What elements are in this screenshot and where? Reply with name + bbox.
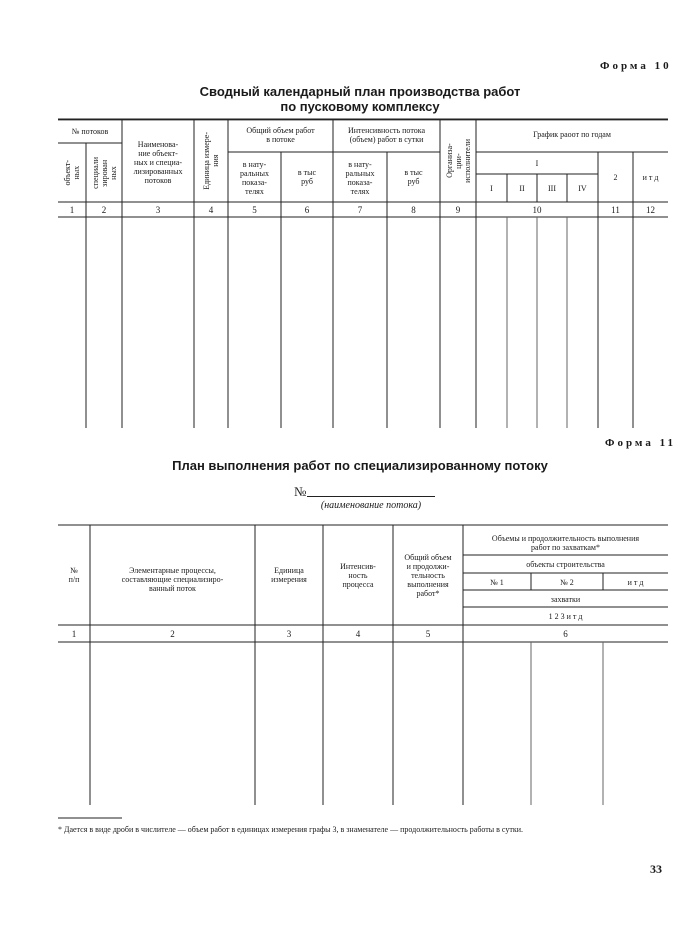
col-number: 3 xyxy=(286,629,292,639)
header-intensity-11: Интенсив- ность процесса xyxy=(340,562,376,589)
flow-number-sign: № xyxy=(294,484,307,499)
footnote: * Дается в виде дроби в числителе — объем работ в единицах измерения графы 3, в знаменателе — продолжительность работы в сутки. xyxy=(58,825,524,834)
header-unit: Единица измере- ния xyxy=(202,132,220,190)
header-organizers: Организа- ции- исполнители xyxy=(444,139,472,183)
col-number: 8 xyxy=(411,205,416,215)
header-organizers-cell xyxy=(442,122,474,200)
flow-name-caption: (наименование потока) xyxy=(320,500,422,511)
col-number: 7 xyxy=(357,205,363,215)
form10-title-line2: по пусковому комплексу xyxy=(280,99,440,114)
col-number: 5 xyxy=(425,629,431,639)
header-total-rub: в тыс руб xyxy=(297,168,317,186)
header-q2: II xyxy=(519,184,525,193)
col-number: 6 xyxy=(563,629,568,639)
col-number: 9 xyxy=(455,205,461,215)
col-number: 2 xyxy=(170,629,175,639)
header-total-volume: Общий объем работ в потоке xyxy=(246,126,315,144)
header-schedule: График раоот по годам xyxy=(533,130,611,139)
col-number: 4 xyxy=(355,629,361,639)
header-flows-object-cell xyxy=(60,146,84,200)
form11-title: План выполнения работ по специализированному потоку xyxy=(172,458,548,473)
header-obj2: № 2 xyxy=(560,578,574,587)
header-total-11: Общий объем и продолжи- тельность выполнения работ* xyxy=(404,553,452,598)
header-flows-special: специали зирован ных xyxy=(90,157,118,189)
header-obj1: № 1 xyxy=(490,578,504,587)
header-intensity-natural: в нату- ральных показа- телях xyxy=(345,160,375,196)
header-total-natural: в нату- ральных показа- телях xyxy=(240,160,269,196)
header-processes: Элементарные процессы, составляющие специализиро- ванный поток xyxy=(121,566,224,593)
header-num: № п/п xyxy=(68,566,80,584)
header-flows-special-cell xyxy=(88,146,120,200)
col-number: 1 xyxy=(71,629,77,639)
form10-label: Форма 10 xyxy=(600,60,672,72)
col-number: 1 xyxy=(69,205,75,215)
header-volumes: Объемы и продолжительность выполнения работ по захваткам* xyxy=(491,534,640,552)
col-number: 2 xyxy=(101,205,107,215)
header-intensity-rub: в тыс руб xyxy=(404,168,423,186)
col-number: 6 xyxy=(304,205,310,215)
col-number: 5 xyxy=(252,205,257,215)
header-name: Наименова- ние объект- ных и специа- лизированных потоков xyxy=(133,140,183,185)
col-number: 4 xyxy=(208,205,214,215)
col-number: 11 xyxy=(611,205,620,215)
header-sections: захватки xyxy=(550,595,581,604)
col-number: 12 xyxy=(646,205,655,215)
header-section-nums: 1 2 3 и т д xyxy=(548,612,583,621)
header-unit-11: Единица измерения xyxy=(271,566,307,584)
header-etc-11: и т д xyxy=(627,578,644,587)
header-q4: IV xyxy=(578,184,587,193)
header-flows: № потоков xyxy=(71,127,109,136)
header-objects: объекты строительства xyxy=(526,560,605,569)
form10-title-line1: Сводный календарный план производства работ xyxy=(199,84,521,99)
header-unit-cell xyxy=(196,122,226,200)
flow-name-line xyxy=(307,496,435,497)
header-q1: I xyxy=(490,184,493,193)
col-number: 3 xyxy=(155,205,161,215)
page-number: 33 xyxy=(650,862,662,876)
header-intensity: Интенсивность потока (объем) работ в сутки xyxy=(347,126,426,144)
header-year2: 2 xyxy=(613,173,618,182)
form11-label: Форма 11 xyxy=(605,437,676,449)
header-etc: и т д xyxy=(642,173,659,182)
header-year1: I xyxy=(535,159,539,168)
header-q3: III xyxy=(548,184,556,193)
col-number: 10 xyxy=(532,205,542,215)
header-flows-object: объект- ных xyxy=(63,160,81,186)
